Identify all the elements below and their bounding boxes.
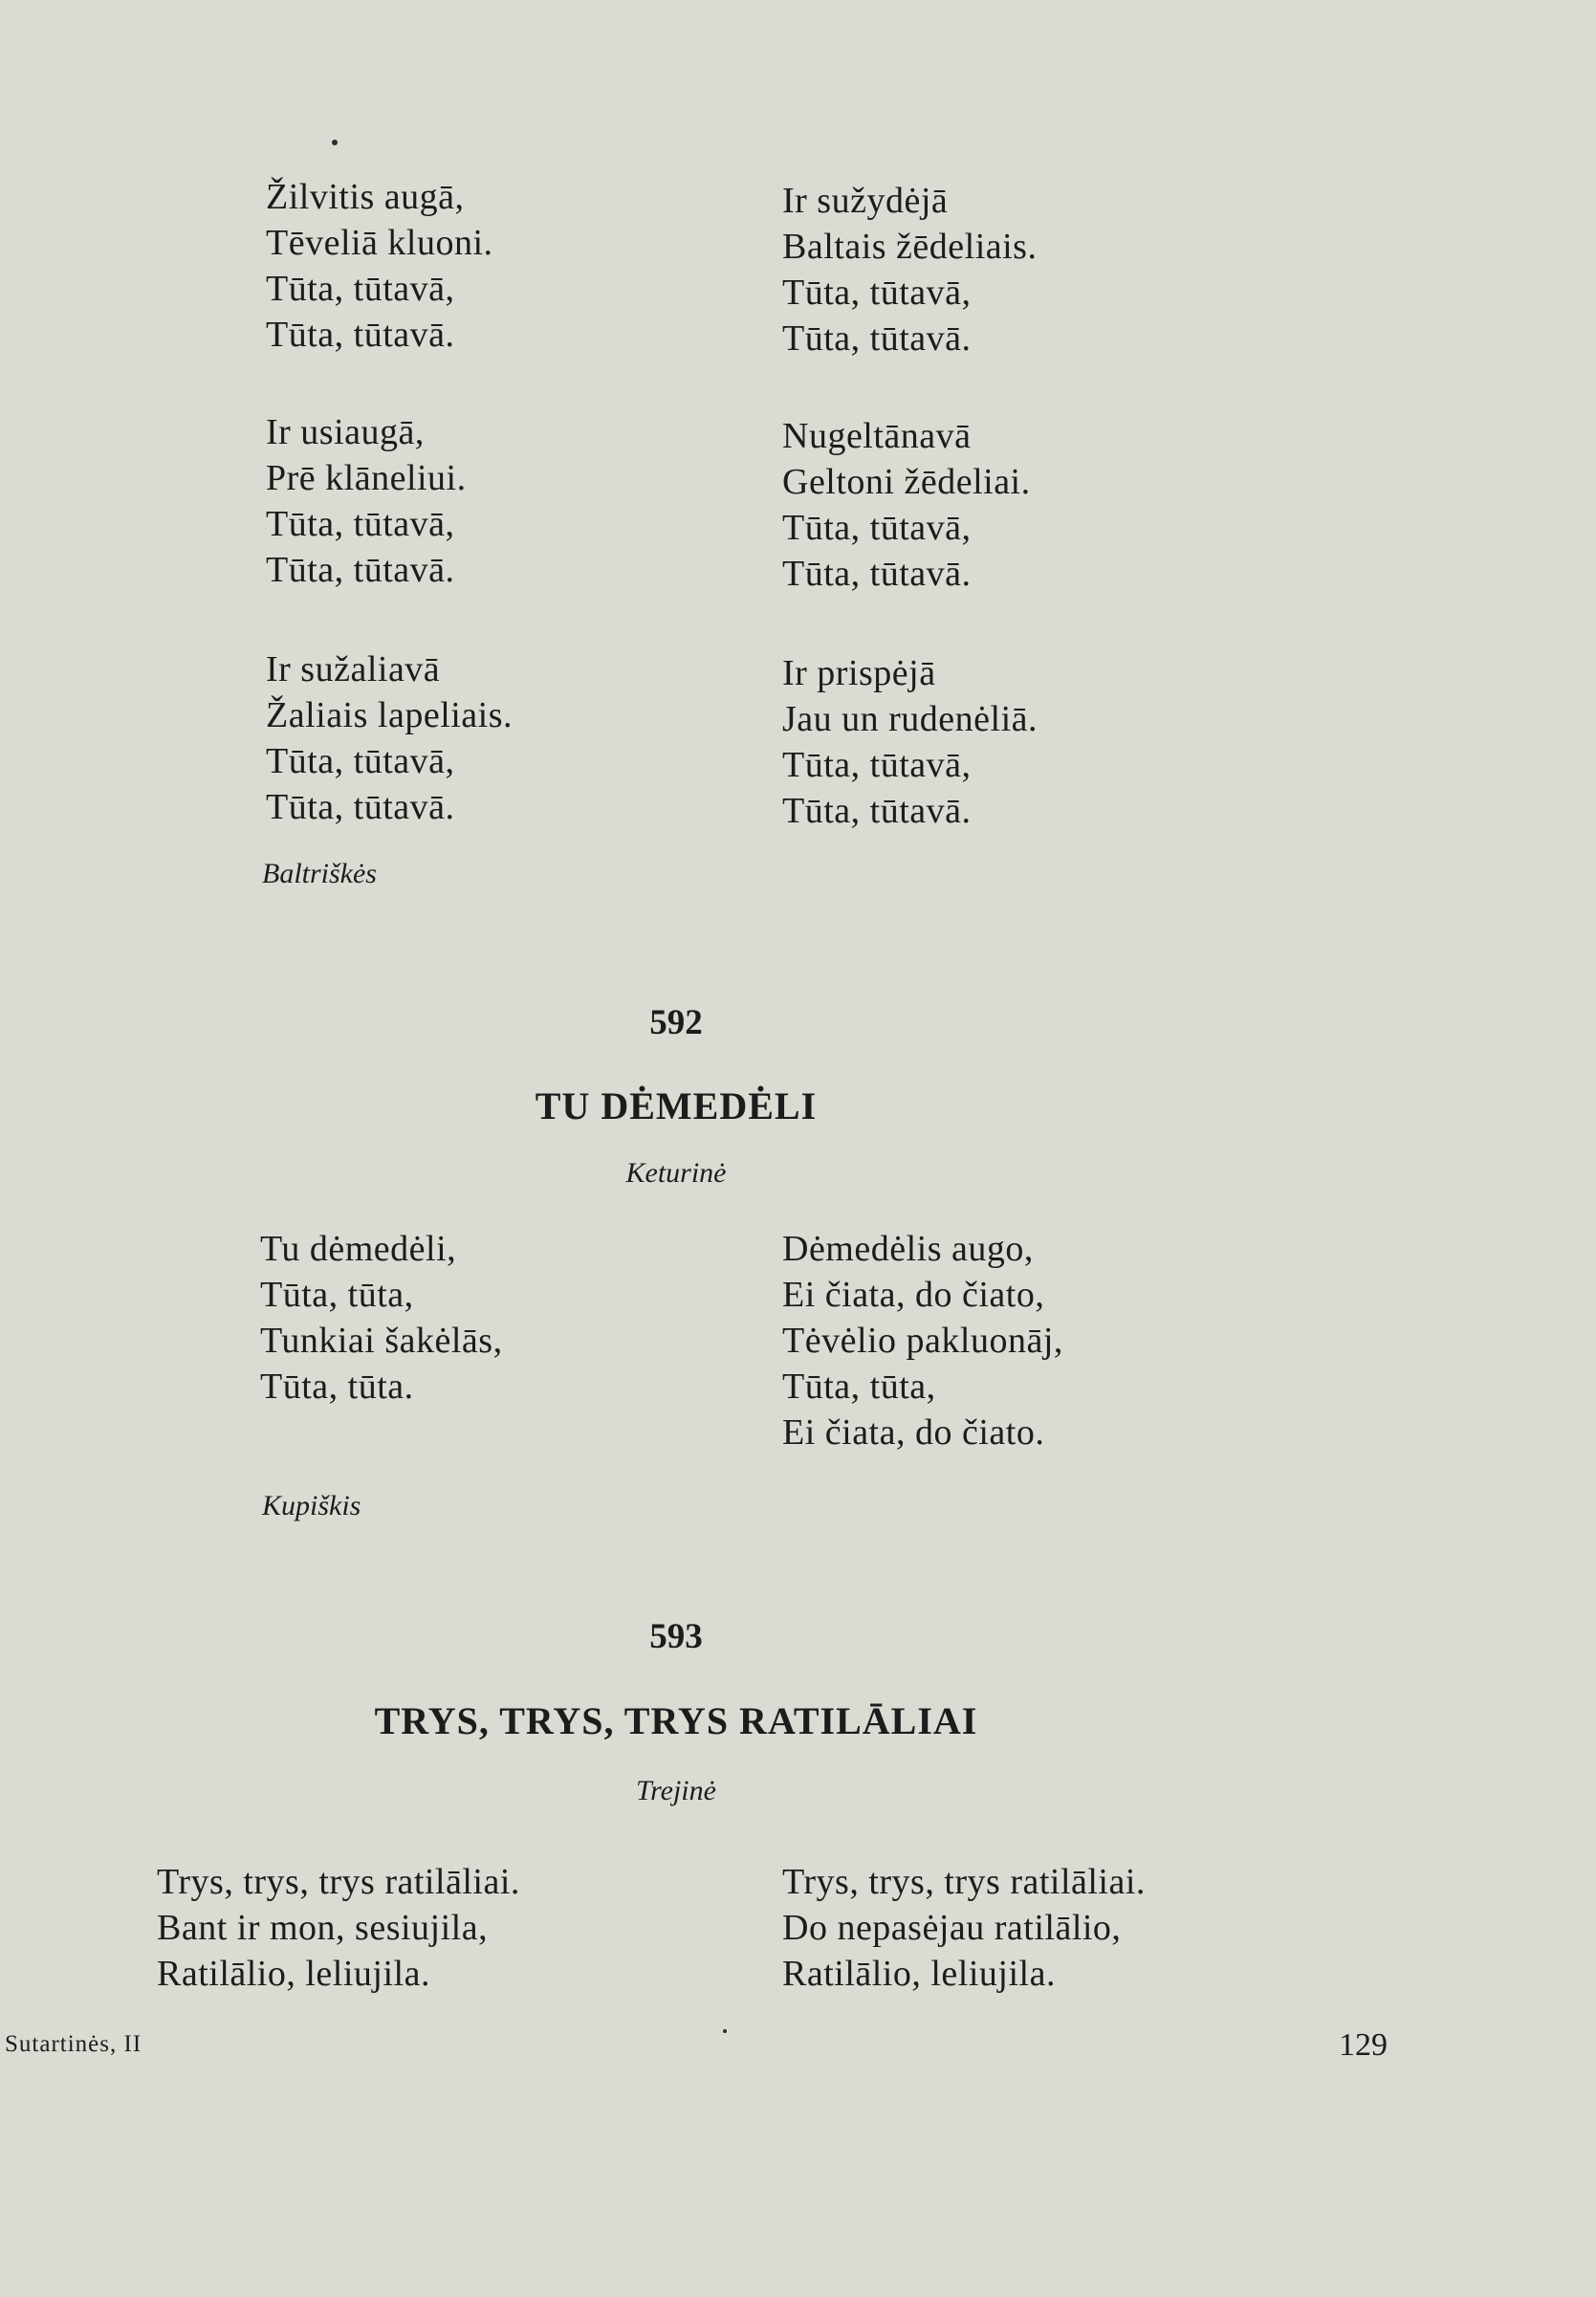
verse-line: Tūta, tūtavā. (782, 554, 972, 594)
song591-right-stanza-1 (782, 178, 1037, 361)
song592-left-stanza (260, 1226, 503, 1410)
verse-line: Nugeltānavā (782, 416, 972, 456)
song593-title: TRYS, TRYS, TRYS RATILĀLIAI (374, 1699, 978, 1742)
song593-right-stanza (782, 1859, 1146, 1997)
song591-left-stanza-3 (266, 646, 513, 830)
verse-line: Trys, trys, trys ratilāliai. (782, 1862, 1146, 1902)
verse-line: Tunkiai šakėlās, (260, 1321, 503, 1361)
verse-line: Baltais žēdeliais. (782, 227, 1038, 267)
verse-line: Tēveliā kluoni. (266, 223, 493, 263)
verse-line: Ei čiata, do čiato, (782, 1275, 1045, 1315)
verse-line: Tūta, tūtavā. (266, 550, 455, 590)
verse-line: Tūta, tūta, (260, 1275, 414, 1315)
verse-line: Tūta, tūtavā, (782, 508, 972, 548)
verse-line: Do nepasėjau ratilālio, (782, 1908, 1122, 1948)
verse-line: Ratilālio, leliujila. (157, 1954, 430, 1994)
song593-number: 593 (649, 1617, 703, 1656)
verse-line: Tūta, tūtavā, (266, 504, 455, 544)
song591-right-stanza-3 (782, 650, 1038, 834)
verse-line: Tūta, tūtavā. (782, 318, 972, 359)
verse-line: Trys, trys, trys ratilāliai. (157, 1862, 520, 1902)
verse-line: Tėvėlio pakluonāj, (782, 1321, 1063, 1361)
verse-line: Prē klāneliui. (266, 458, 467, 498)
song592-number: 592 (649, 1003, 703, 1042)
verse-line: Ir usiaugā, (266, 412, 425, 452)
song593-left-stanza (157, 1859, 520, 1997)
verse-line: Tūta, tūtavā. (266, 787, 455, 827)
verse-line: Žilvitis augā, (266, 177, 465, 217)
verse-line: Ir sužaliavā (266, 649, 441, 689)
song591-left-stanza-1 (266, 174, 493, 358)
verse-line: Jau un rudenėliā. (782, 699, 1038, 739)
verse-line: Tūta, tūtavā. (782, 791, 972, 831)
verse-line: Žaliais lapeliais. (266, 695, 514, 735)
verse-line: Ir prispėjā (782, 653, 936, 693)
verse-line: Tūta, tūtavā, (782, 273, 972, 313)
verse-line: Dėmedėlis augo, (782, 1229, 1034, 1269)
print-speck (723, 2029, 727, 2033)
verse-line: Tūta, tūtavā, (266, 269, 455, 309)
footer-book-title: Sutartinės, II (5, 2031, 142, 2057)
verse-line: Tūta, tūtavā, (266, 741, 455, 781)
song591-left-stanza-2 (266, 409, 467, 593)
song591-place: Baltriškės (262, 858, 377, 889)
verse-line: Geltoni žēdeliai. (782, 462, 1031, 502)
verse-line: Tūta, tūta, (782, 1367, 936, 1407)
page-number: 129 (1339, 2027, 1388, 2063)
verse-line: Ir sužydėjā (782, 181, 949, 221)
verse-line: Tūta, tūtavā. (266, 315, 455, 355)
print-speck (332, 140, 338, 145)
verse-line: Tūta, tūta. (260, 1367, 414, 1407)
song592-right-stanza (782, 1226, 1063, 1455)
verse-line: Ei čiata, do čiato. (782, 1412, 1045, 1453)
song591-right-stanza-2 (782, 413, 1031, 597)
verse-line: Bant ir mon, sesiujila, (157, 1908, 489, 1948)
song592-title: TU DĖMEDĖLI (535, 1084, 818, 1127)
verse-line: Tūta, tūtavā, (782, 745, 972, 785)
song593-subtitle: Trejinė (636, 1775, 716, 1806)
song592-place: Kupiškis (262, 1490, 361, 1521)
song592-subtitle: Keturinė (625, 1157, 727, 1189)
verse-line: Ratilālio, leliujila. (782, 1954, 1056, 1994)
verse-line: Tu dėmedėli, (260, 1229, 457, 1269)
